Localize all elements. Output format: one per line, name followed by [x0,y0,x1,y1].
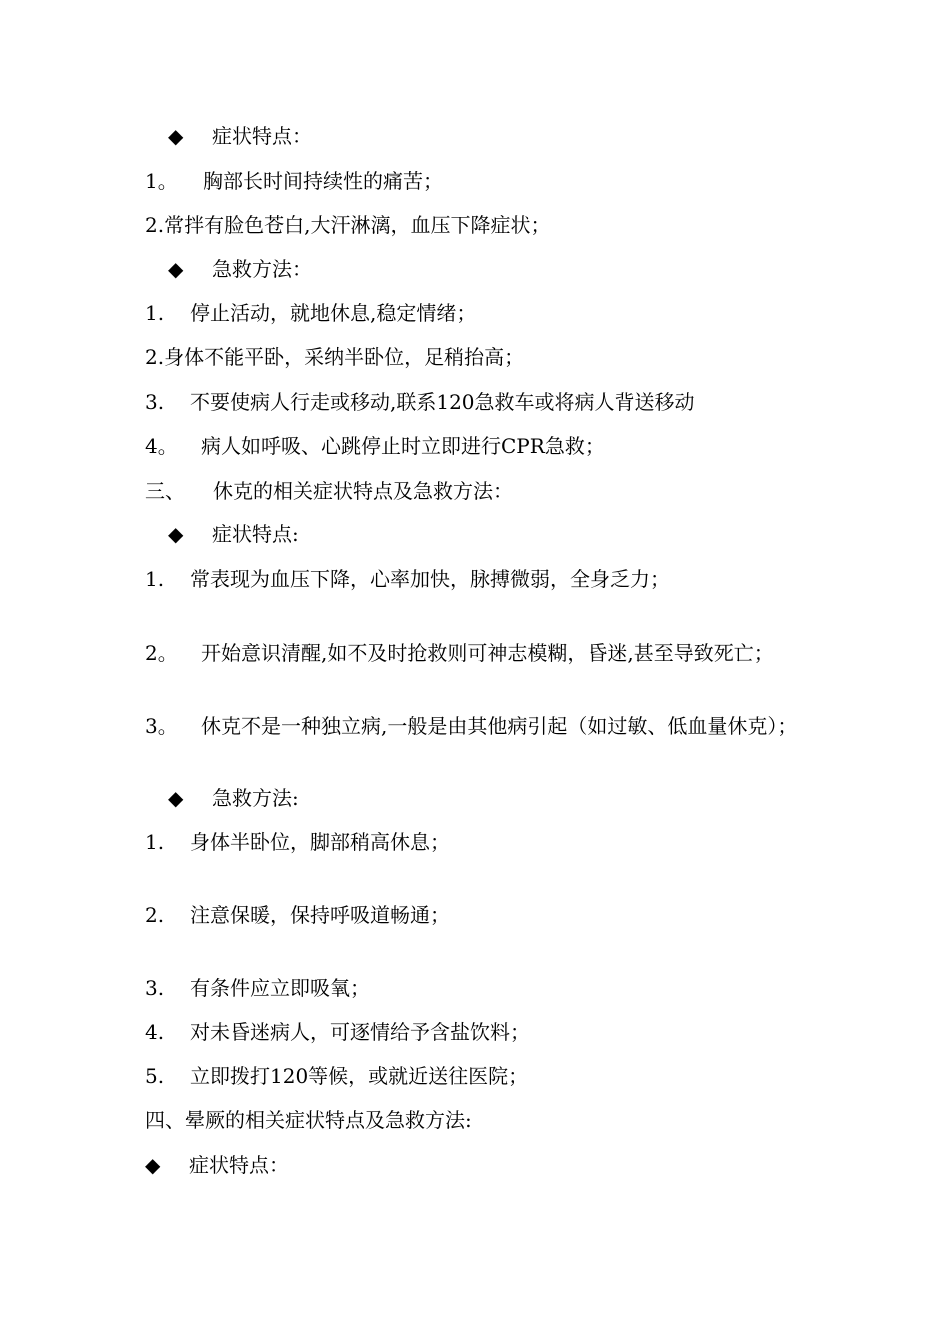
list-number: 1. [145,301,165,325]
line-text: 有条件应立即吸氧； [190,976,370,1000]
list-item [145,641,810,665]
list-item [145,169,443,193]
diamond-bullet-icon: ◆ [168,786,184,810]
list-number: 5. [145,1064,165,1088]
list-number: 3. [145,976,165,1000]
list-number: 3. [145,390,165,414]
diamond-bullet-icon: ◆ [168,124,184,148]
line-text: 症状特点: [212,522,299,546]
list-item [145,390,695,414]
line-text: 症状特点： [212,124,312,148]
heading-symptoms-3 [145,1153,289,1177]
line-text: 立即拨打120等候，或就近送往医院； [190,1064,529,1088]
list-number: 1. [145,830,165,854]
line-text: 常表现为血压下降，心率加快，脉搏微弱，全身乏力； [190,567,670,591]
list-number: 3。 [145,714,178,738]
list-number: 2。 [145,641,178,665]
heading-symptoms-2 [168,522,299,546]
line-text: 症状特点： [189,1153,289,1177]
diamond-bullet-icon: ◆ [145,1153,161,1177]
line-text: 停止活动，就地休息,稳定情绪； [190,301,477,325]
list-item [145,1020,530,1044]
list-item [145,830,450,854]
section-heading-shock [145,479,513,503]
heading-symptoms-1 [168,124,312,148]
list-item [145,976,370,1000]
heading-first-aid-1 [168,257,312,281]
line-text: 不要使病人行走或移动,联系120急救车或将病人背送移动 [190,390,695,414]
line-text: 身体半卧位，脚部稍高休息； [190,830,450,854]
list-item [145,714,810,738]
list-item [145,434,605,458]
list-item [145,213,550,237]
line-text: 注意保暖，保持呼吸道畅通； [190,903,450,927]
list-number: 4。 [145,434,178,458]
list-item [145,301,476,325]
section-number: 三、 [145,479,185,503]
line-text: 休克不是一种独立病,一般是由其他病引起（如过敏、低血量休克）； [201,714,798,738]
diamond-bullet-icon: ◆ [168,257,184,281]
list-item [145,1064,528,1088]
line-text: 开始意识清醒,如不及时抢救则可神志模糊，昏迷,甚至导致死亡； [201,641,774,665]
section-heading-fainting [145,1108,472,1132]
line-text: 对未昏迷病人，可逐情给予含盐饮料； [190,1020,530,1044]
line-text: 病人如呼吸、心跳停止时立即进行CPR急救； [201,434,605,458]
list-number: 4. [145,1020,165,1044]
line-text: 2.常拌有脸色苍白,大汗淋漓，血压下降症状； [145,213,551,237]
diamond-bullet-icon: ◆ [168,522,184,546]
list-number: 1. [145,567,165,591]
line-text: 胸部长时间持续性的痛苦； [203,169,443,193]
line-text: 急救方法: [212,786,299,810]
line-text: 急救方法： [212,257,312,281]
list-item [145,903,450,927]
heading-first-aid-2 [168,786,299,810]
line-text: 2.身体不能平卧，采纳半卧位，足稍抬高； [145,345,525,369]
line-text: 四、晕厥的相关症状特点及急救方法: [145,1108,472,1132]
list-number: 1。 [145,169,178,193]
list-item [145,345,524,369]
list-number: 2. [145,903,165,927]
line-text: 休克的相关症状特点及急救方法： [213,479,513,503]
list-item [145,567,670,591]
